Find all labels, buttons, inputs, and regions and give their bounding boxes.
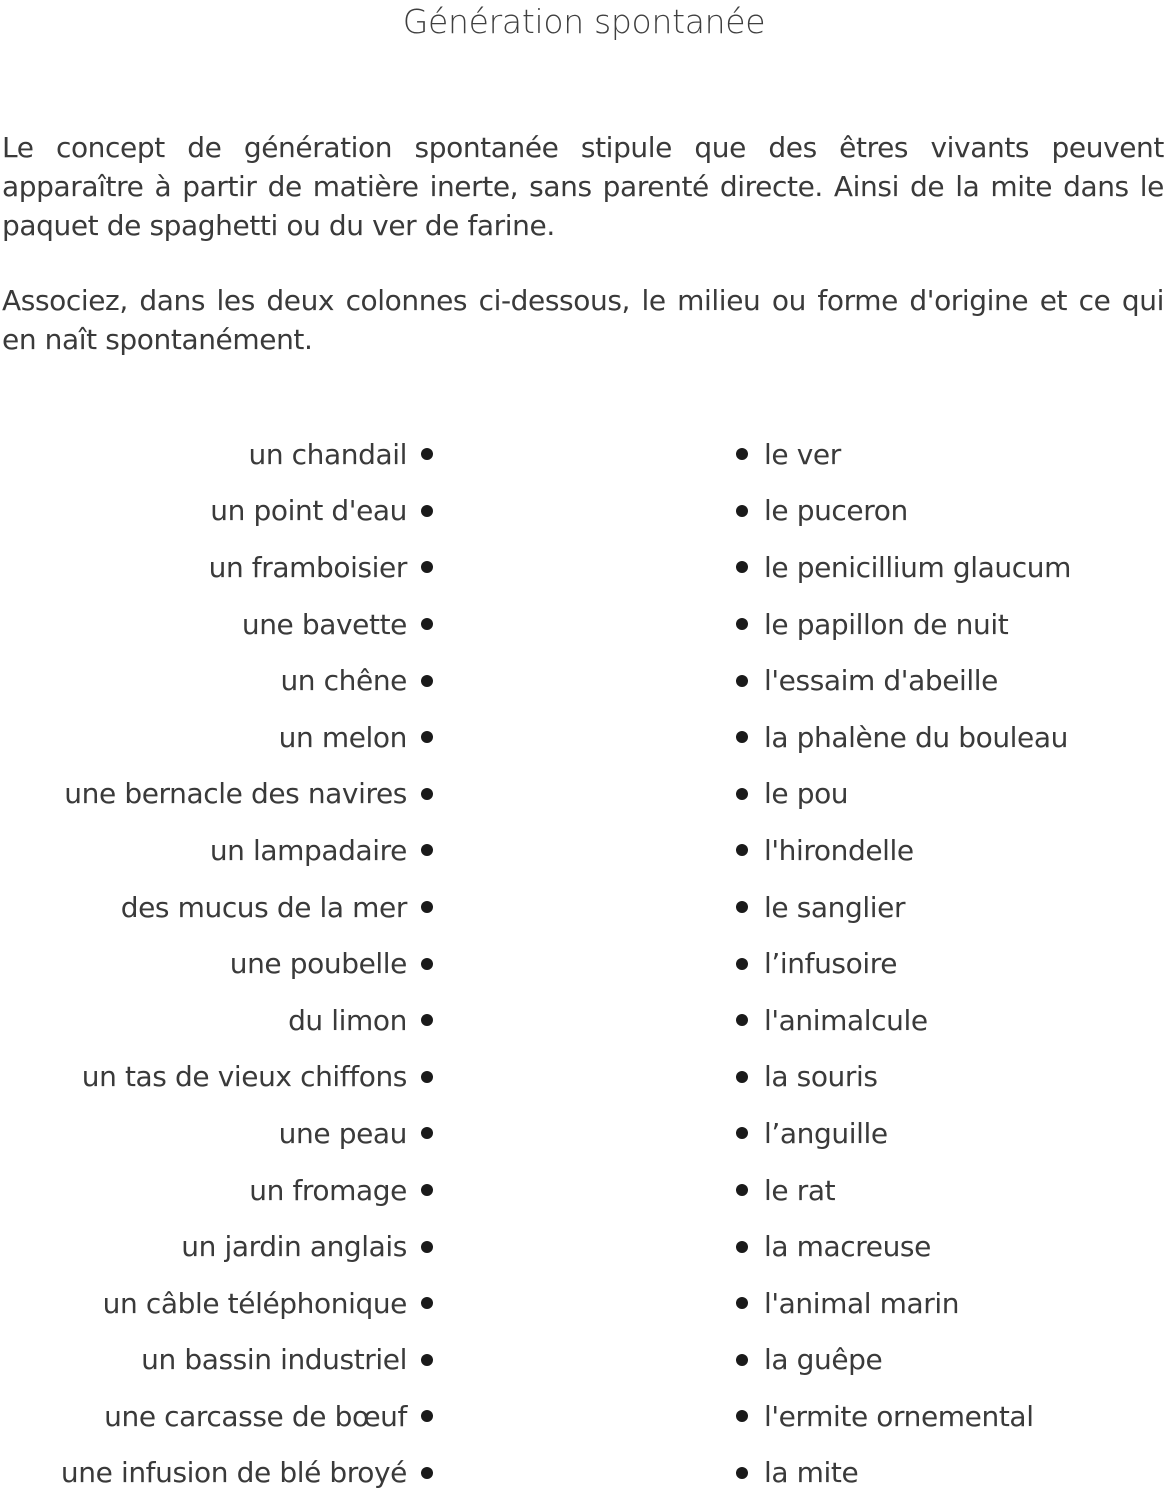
match-dot[interactable] bbox=[421, 731, 433, 743]
result-label: le puceron bbox=[764, 494, 908, 528]
result-label: le penicillium glaucum bbox=[764, 550, 1071, 584]
origin-item bbox=[0, 879, 436, 936]
origin-column bbox=[0, 426, 436, 1501]
result-label: le sanglier bbox=[764, 890, 906, 924]
result-item bbox=[733, 1162, 1163, 1219]
match-dot[interactable] bbox=[736, 675, 748, 687]
match-dot[interactable] bbox=[736, 901, 748, 913]
page-title: Génération spontanée bbox=[402, 2, 766, 41]
origin-item bbox=[0, 1218, 436, 1275]
result-label: le ver bbox=[764, 437, 841, 471]
result-label: le rat bbox=[764, 1173, 836, 1207]
result-item bbox=[733, 1218, 1163, 1275]
match-dot[interactable] bbox=[421, 844, 433, 856]
origin-item bbox=[0, 1445, 436, 1501]
match-dot[interactable] bbox=[421, 1241, 433, 1253]
origin-item bbox=[0, 652, 436, 709]
match-dot[interactable] bbox=[736, 1184, 748, 1196]
origin-item bbox=[0, 539, 436, 596]
match-dot[interactable] bbox=[421, 448, 433, 460]
origin-label: des mucus de la mer bbox=[120, 890, 407, 924]
match-dot[interactable] bbox=[736, 958, 748, 970]
result-label: l’anguille bbox=[764, 1116, 888, 1150]
result-item bbox=[733, 992, 1163, 1049]
result-item bbox=[733, 426, 1163, 483]
match-dot[interactable] bbox=[421, 561, 433, 573]
origin-label: un jardin anglais bbox=[181, 1230, 407, 1264]
match-dot[interactable] bbox=[421, 1014, 433, 1026]
result-label: le papillon de nuit bbox=[764, 607, 1009, 641]
match-dot[interactable] bbox=[421, 1354, 433, 1366]
result-label: l'hirondelle bbox=[764, 833, 914, 867]
match-dot[interactable] bbox=[736, 731, 748, 743]
result-column bbox=[733, 426, 1163, 1501]
origin-label: un chandail bbox=[248, 437, 407, 471]
origin-item bbox=[0, 822, 436, 879]
result-label: la phalène du bouleau bbox=[764, 720, 1068, 754]
match-dot[interactable] bbox=[736, 561, 748, 573]
match-dot[interactable] bbox=[736, 1354, 748, 1366]
origin-label: une bernacle des navires bbox=[64, 777, 407, 811]
match-dot[interactable] bbox=[421, 1467, 433, 1479]
result-item bbox=[733, 935, 1163, 992]
result-label: l'ermite ornemental bbox=[764, 1399, 1034, 1433]
origin-item bbox=[0, 426, 436, 483]
match-dot[interactable] bbox=[736, 1071, 748, 1083]
match-dot[interactable] bbox=[736, 1241, 748, 1253]
match-dot[interactable] bbox=[736, 505, 748, 517]
origin-label: un melon bbox=[278, 720, 407, 754]
result-item bbox=[733, 652, 1163, 709]
origin-item bbox=[0, 1049, 436, 1106]
origin-label: un framboisier bbox=[208, 550, 407, 584]
match-dot[interactable] bbox=[421, 1127, 433, 1139]
match-dot[interactable] bbox=[736, 1410, 748, 1422]
match-dot[interactable] bbox=[736, 1014, 748, 1026]
match-dot[interactable] bbox=[421, 1410, 433, 1422]
result-item bbox=[733, 709, 1163, 766]
result-label: la souris bbox=[764, 1060, 878, 1094]
result-label: l'essaim d'abeille bbox=[764, 664, 998, 698]
result-label: le pou bbox=[764, 777, 849, 811]
origin-item bbox=[0, 766, 436, 823]
result-label: la macreuse bbox=[764, 1230, 931, 1264]
result-label: la guêpe bbox=[764, 1343, 883, 1377]
match-dot[interactable] bbox=[736, 1127, 748, 1139]
result-label: l'animalcule bbox=[764, 1003, 928, 1037]
result-item bbox=[733, 483, 1163, 540]
match-dot[interactable] bbox=[421, 1297, 433, 1309]
origin-label: une carcasse de bœuf bbox=[104, 1399, 407, 1433]
origin-item bbox=[0, 1105, 436, 1162]
match-dot[interactable] bbox=[421, 901, 433, 913]
result-item bbox=[733, 1388, 1163, 1445]
origin-label: une bavette bbox=[241, 607, 407, 641]
origin-label: un câble téléphonique bbox=[102, 1286, 407, 1320]
instructions-paragraph: Associez, dans les deux colonnes ci-dessous, le milieu ou forme d'origine et ce qui en naît spontanément. bbox=[2, 284, 1164, 356]
result-item bbox=[733, 539, 1163, 596]
origin-item bbox=[0, 1388, 436, 1445]
result-item bbox=[733, 1332, 1163, 1389]
result-item bbox=[733, 879, 1163, 936]
origin-item bbox=[0, 1275, 436, 1332]
result-label: l’infusoire bbox=[764, 947, 898, 981]
result-item bbox=[733, 596, 1163, 653]
origin-label: un chêne bbox=[280, 664, 407, 698]
origin-item bbox=[0, 596, 436, 653]
origin-item bbox=[0, 935, 436, 992]
origin-label: du limon bbox=[288, 1003, 407, 1037]
origin-item bbox=[0, 709, 436, 766]
origin-label: un lampadaire bbox=[209, 833, 407, 867]
match-dot[interactable] bbox=[421, 1071, 433, 1083]
match-dot[interactable] bbox=[421, 958, 433, 970]
match-dot[interactable] bbox=[736, 448, 748, 460]
origin-label: un bassin industriel bbox=[141, 1343, 407, 1377]
match-dot[interactable] bbox=[421, 675, 433, 687]
match-dot[interactable] bbox=[421, 618, 433, 630]
match-dot[interactable] bbox=[736, 1297, 748, 1309]
result-item bbox=[733, 1105, 1163, 1162]
result-item bbox=[733, 1049, 1163, 1106]
match-dot[interactable] bbox=[421, 788, 433, 800]
match-dot[interactable] bbox=[421, 505, 433, 517]
origin-item bbox=[0, 1332, 436, 1389]
origin-label: un fromage bbox=[249, 1173, 407, 1207]
origin-label: un point d'eau bbox=[210, 494, 407, 528]
result-item bbox=[733, 822, 1163, 879]
origin-label: un tas de vieux chiffons bbox=[81, 1060, 407, 1094]
result-item bbox=[733, 1445, 1163, 1501]
match-dot[interactable] bbox=[736, 788, 748, 800]
origin-label: une poubelle bbox=[229, 947, 407, 981]
origin-item bbox=[0, 992, 436, 1049]
origin-item bbox=[0, 1162, 436, 1219]
origin-label: une peau bbox=[278, 1116, 407, 1150]
origin-label: une infusion de blé broyé bbox=[60, 1456, 407, 1490]
result-item bbox=[733, 1275, 1163, 1332]
match-dot[interactable] bbox=[736, 1467, 748, 1479]
intro-paragraph: Le concept de génération spontanée stipule que des êtres vivants peuvent apparaître à partir de matière inerte, sans parenté directe. Ainsi de la mite dans le paquet de spaghetti ou du ver de farine. bbox=[2, 131, 1164, 242]
result-item bbox=[733, 766, 1163, 823]
match-dot[interactable] bbox=[736, 844, 748, 856]
match-dot[interactable] bbox=[421, 1184, 433, 1196]
result-label: la mite bbox=[764, 1456, 859, 1490]
origin-item bbox=[0, 483, 436, 540]
match-dot[interactable] bbox=[736, 618, 748, 630]
result-label: l'animal marin bbox=[764, 1286, 960, 1320]
